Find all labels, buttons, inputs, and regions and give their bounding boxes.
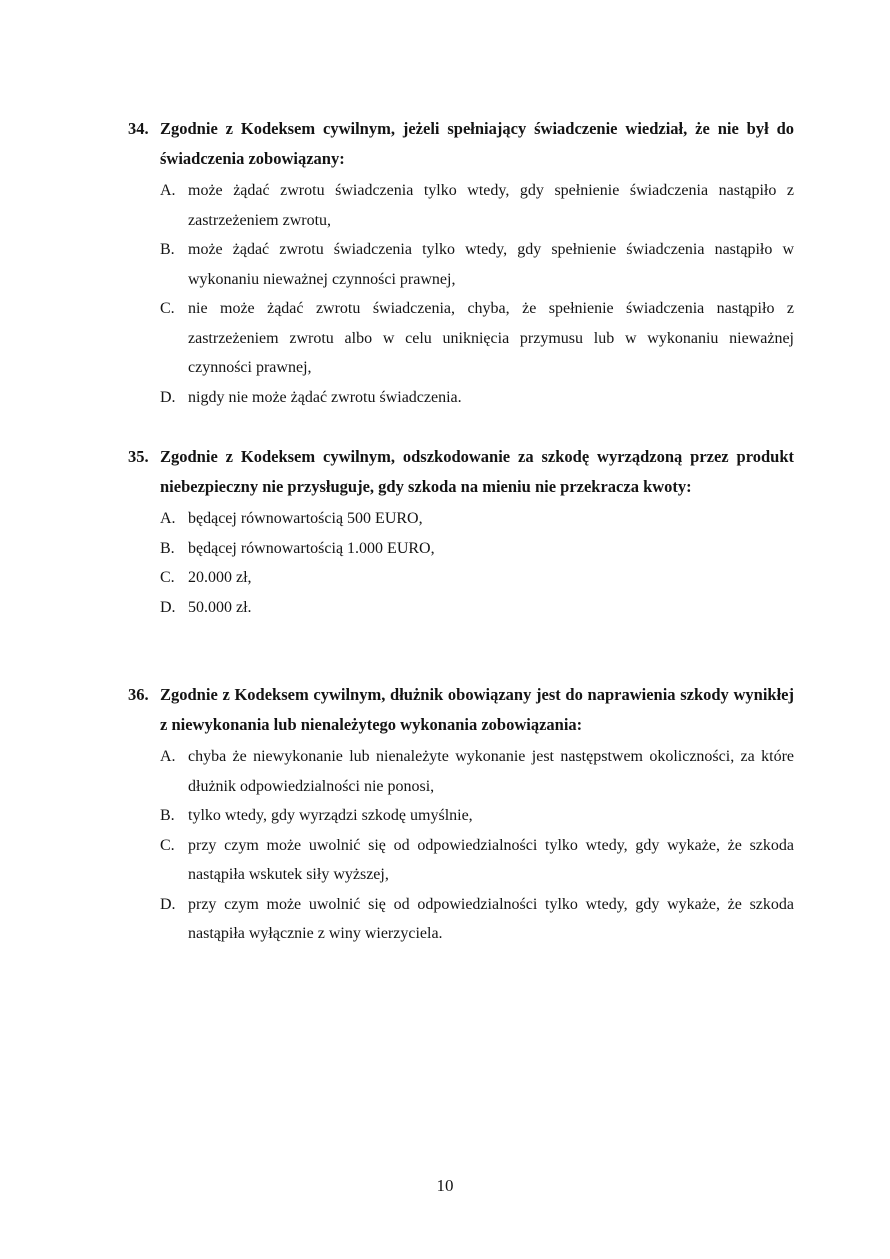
option-letter: A.	[160, 510, 176, 527]
question-number: 36.	[128, 685, 149, 704]
question-heading	[128, 680, 794, 740]
option-text: nie może żądać zwrotu świadczenia, chyba, że spełnienie świadczenia nastąpiło z zastrzeżeniem zwrotu albo w celu uniknięcia przymusu lub w wykonaniu nieważnej czynności prawnej,	[188, 300, 794, 376]
option-text: nigdy nie może żądać zwrotu świadczenia.	[188, 388, 462, 406]
page-number: 10	[436, 1176, 454, 1195]
option-letter: D.	[160, 388, 176, 406]
option-text: przy czym może uwolnić się od odpowiedzialności tylko wtedy, gdy wykaże, że szkoda nastąpiła wyłącznie z winy wierzyciela.	[188, 895, 794, 942]
answer-option-d	[128, 890, 794, 949]
option-letter: C.	[160, 569, 175, 586]
option-letter: C.	[160, 836, 175, 854]
option-text: 50.000 zł.	[188, 598, 252, 616]
answer-options	[128, 742, 794, 949]
option-letter: A.	[160, 748, 176, 765]
question-number: 35.	[128, 447, 149, 466]
answer-options	[128, 176, 794, 412]
answer-option-c	[128, 294, 794, 383]
option-text: może żądać zwrotu świadczenia tylko wtedy, gdy spełnienie świadczenia nastąpiło z zastrzeżeniem zwrotu,	[188, 182, 794, 229]
option-text: będącej równowartością 1.000 EURO,	[188, 539, 435, 557]
option-letter: D.	[160, 895, 176, 913]
question-heading	[128, 442, 794, 502]
answer-option-a	[128, 742, 794, 801]
option-letter: D.	[160, 598, 176, 616]
option-letter: C.	[160, 300, 175, 317]
answer-option-b	[128, 235, 794, 294]
question-35	[128, 442, 794, 622]
option-letter: B.	[160, 241, 175, 258]
answer-option-b	[128, 801, 794, 831]
option-letter: A.	[160, 182, 176, 199]
option-text: może żądać zwrotu świadczenia tylko wtedy, gdy spełnienie świadczenia nastąpiło w wykonaniu nieważnej czynności prawnej,	[188, 241, 794, 288]
answer-option-a	[128, 176, 794, 235]
option-text: przy czym może uwolnić się od odpowiedzialności tylko wtedy, gdy wykaże, że szkoda nastąpiła wskutek siły wyższej,	[188, 836, 794, 883]
answer-options	[128, 504, 794, 622]
answer-option-c	[128, 831, 794, 890]
option-text: będącej równowartością 500 EURO,	[188, 510, 423, 527]
answer-option-a	[128, 504, 794, 534]
question-36	[128, 680, 794, 949]
option-letter: B.	[160, 539, 175, 557]
question-heading	[128, 114, 794, 174]
option-letter: B.	[160, 807, 175, 824]
answer-option-b	[128, 534, 794, 564]
option-text: tylko wtedy, gdy wyrządzi szkodę umyślnie,	[188, 807, 473, 824]
answer-option-d	[128, 383, 794, 413]
option-text: chyba że niewykonanie lub nienależyte wykonanie jest następstwem okoliczności, za które dłużnik odpowiedzialności nie ponosi,	[188, 748, 794, 795]
answer-option-c	[128, 563, 794, 593]
option-text: 20.000 zł,	[188, 569, 252, 586]
question-text: Zgodnie z Kodeksem cywilnym, jeżeli spełniający świadczenie wiedział, że nie był do świadczenia zobowiązany:	[160, 119, 794, 168]
question-text: Zgodnie z Kodeksem cywilnym, dłużnik obowiązany jest do naprawienia szkody wynikłej z niewykonania lub nienależytego wykonania zobowiązania:	[160, 685, 794, 734]
question-number: 34.	[128, 119, 149, 138]
question-text: Zgodnie z Kodeksem cywilnym, odszkodowanie za szkodę wyrządzoną przez produkt niebezpieczny nie przysługuje, gdy szkoda na mieniu nie przekracza kwoty:	[160, 447, 794, 496]
question-34	[128, 114, 794, 412]
answer-option-d	[128, 593, 794, 623]
